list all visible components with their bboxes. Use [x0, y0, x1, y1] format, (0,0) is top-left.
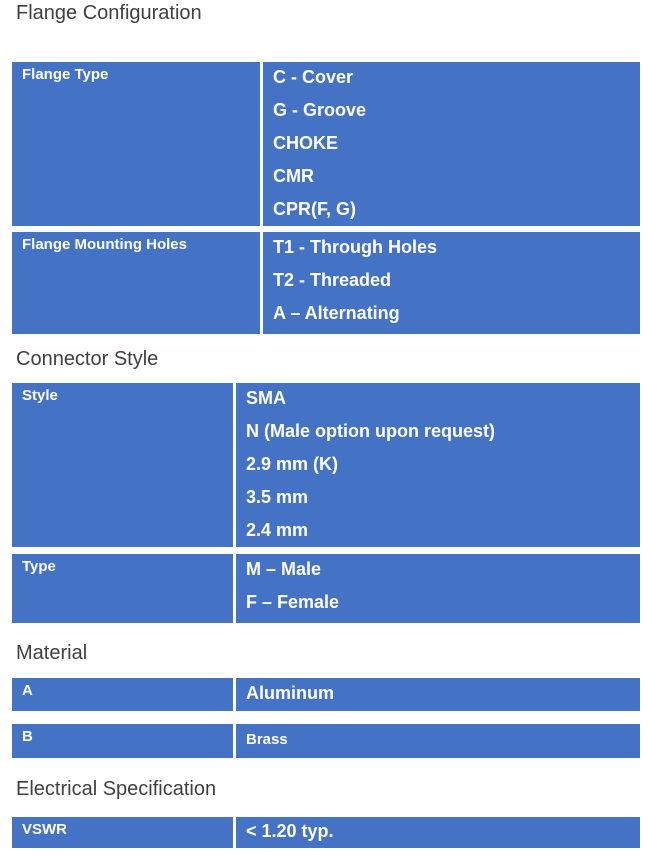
table-row	[12, 724, 640, 758]
value-item: M – Male	[246, 559, 322, 579]
row-values	[236, 554, 640, 623]
value-item: T2 - Threaded	[273, 270, 392, 290]
value-item: N (Male option upon request)	[246, 421, 495, 441]
value-item: CHOKE	[273, 133, 339, 153]
section-title-connector-style: Connector Style	[16, 348, 159, 370]
value-item: < 1.20 typ.	[246, 821, 334, 841]
row-values	[263, 62, 640, 226]
value-item: T1 - Through Holes	[273, 237, 437, 257]
value-item: Aluminum	[246, 683, 334, 703]
section-title-material: Material	[16, 642, 88, 664]
row-label: Style	[12, 383, 233, 547]
value-item: A – Alternating	[273, 303, 400, 323]
electrical-specification-table	[12, 817, 640, 848]
value-item: CMR	[273, 166, 314, 186]
material-table	[12, 678, 640, 758]
connector-style-table	[12, 383, 640, 623]
table-row	[12, 554, 640, 623]
row-label: B	[12, 724, 233, 758]
table-row	[12, 817, 640, 848]
row-label: Type	[12, 554, 233, 623]
flange-configuration-table	[12, 62, 640, 334]
section-title-flange-configuration: Flange Configuration	[16, 2, 202, 24]
value-item: CPR(F, G)	[273, 199, 356, 219]
row-label: A	[12, 678, 233, 711]
row-label: VSWR	[12, 817, 233, 848]
value-item: G - Groove	[273, 100, 367, 120]
table-row	[12, 678, 640, 711]
row-values	[236, 724, 640, 758]
value-item: F – Female	[246, 592, 340, 612]
table-row	[12, 232, 640, 334]
row-values	[263, 232, 640, 334]
value-item: Brass	[246, 731, 288, 748]
row-values	[236, 383, 640, 547]
row-label: Flange Type	[12, 62, 260, 226]
value-item: 2.9 mm (K)	[246, 454, 339, 474]
value-item: 3.5 mm	[246, 487, 309, 507]
value-item: 2.4 mm	[246, 520, 309, 540]
row-values	[236, 678, 640, 711]
value-item: SMA	[246, 388, 286, 408]
table-row	[12, 383, 640, 547]
row-values	[236, 817, 640, 848]
table-row	[12, 62, 640, 226]
section-title-electrical-specification: Electrical Specification	[16, 778, 217, 800]
value-item: C - Cover	[273, 67, 354, 87]
row-label: Flange Mounting Holes	[12, 232, 260, 334]
